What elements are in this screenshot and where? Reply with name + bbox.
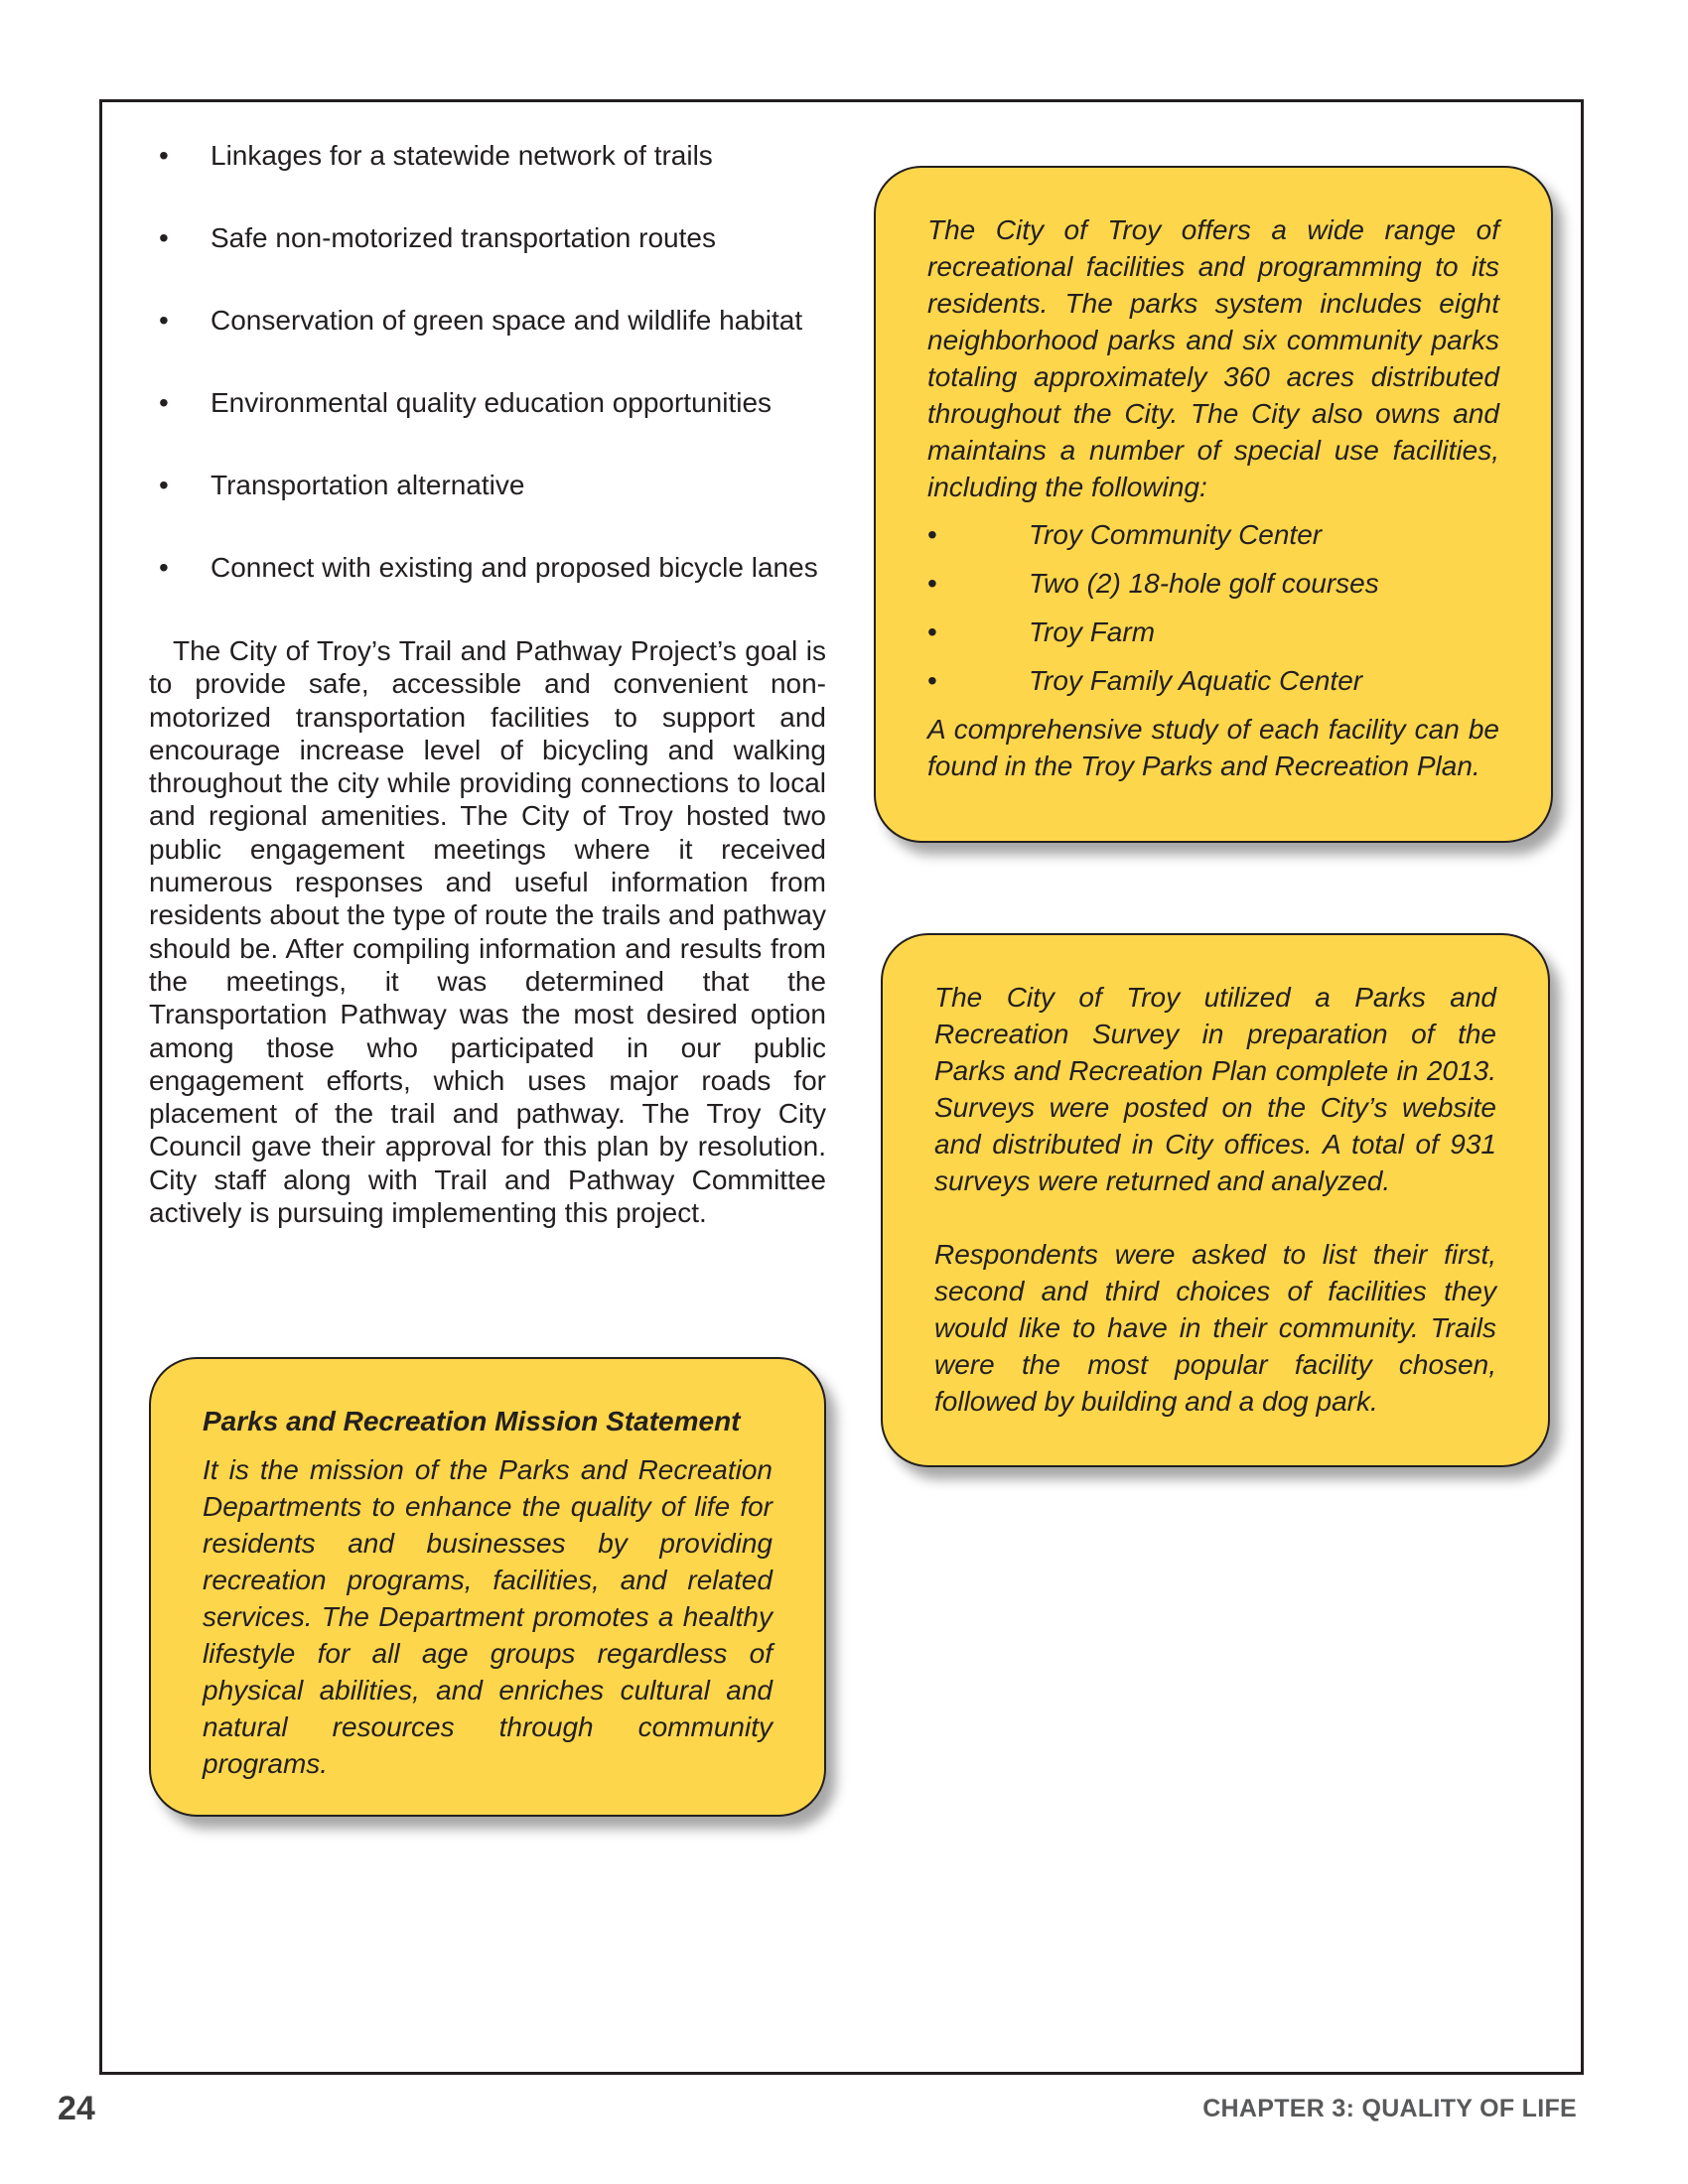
list-item: • Transportation alternative <box>159 470 525 500</box>
list-item: • Environmental quality education opportunities <box>159 387 773 418</box>
list-item: • Troy Community Center <box>927 516 1499 553</box>
facilities-outro: A comprehensive study of each facility can be found in the Troy Parks and Recreation Plan. <box>927 714 1499 781</box>
chapter-title: CHAPTER 3: QUALITY OF LIFE <box>1202 2095 1577 2122</box>
facilities-intro: The City of Troy offers a wide range of recreational facilities and programming to its residents. The parks system includes eight neighborhood parks and six community parks totaling approximately 360 acres distributed throughout the City. The City also owns and maintains a number of special use facilities, including the following: <box>927 214 1499 502</box>
bullet-icon: • <box>159 140 169 171</box>
list-item: • Conservation of green space and wildlife habitat <box>159 305 803 336</box>
list-item: • Two (2) 18-hole golf courses <box>927 565 1499 602</box>
bullet-icon: • <box>159 552 169 583</box>
bullet-icon: • <box>159 387 169 418</box>
bullet-icon: • <box>927 519 937 550</box>
bullet-icon: • <box>159 305 169 336</box>
bullet-icon: • <box>927 616 937 647</box>
survey-paragraph-2: Respondents were asked to list their first, second and third choices of facilities they would like to have in their community. Trails were the most popular facility chosen, followed by building and a dog park. <box>934 1239 1496 1417</box>
bullet-icon: • <box>159 222 169 253</box>
facilities-callout <box>874 166 1553 843</box>
mission-body: It is the mission of the Parks and Recreation Departments to enhance the quality of life for residents and businesses by providing recreation programs, facilities, and related services. The Department promotes a healthy lifestyle for all age groups regardless of physical abilities, and enriches cultural and natural resources through community programs. <box>203 1454 773 1779</box>
survey-paragraph-1: The City of Troy utilized a Parks and Recreation Survey in preparation of the Parks and Recreation Plan complete in 2013. Surveys were posted on the City’s website and distributed in City offices. A total of 931 surveys were returned and analyzed. <box>934 982 1496 1196</box>
list-item: • Linkages for a statewide network of trails <box>159 140 713 171</box>
mission-statement-callout <box>149 1357 826 1817</box>
list-item: • Troy Family Aquatic Center <box>927 662 1499 699</box>
left-column <box>149 139 826 1257</box>
bullet-icon: • <box>927 665 937 696</box>
page-number: 24 <box>58 2090 95 2127</box>
bullet-icon: • <box>927 568 937 599</box>
bullet-icon: • <box>159 470 169 500</box>
list-item: • Safe non-motorized transportation routes <box>159 222 716 253</box>
survey-callout <box>881 933 1550 1467</box>
list-item: • Troy Farm <box>927 614 1499 650</box>
trail-project-paragraph: The City of Troy’s Trail and Pathway Project’s goal is to provide safe, accessible and convenient non-motorized transportation facilities to support and encourage increase level of bicycling and walking throughout the city while providing connections to local and regional amenities. The City of Troy hosted two public engagement meetings where it received numerous responses and useful information from residents about the type of route the trails and pathway should be. After compiling information and results from the meetings, it was determined that the Transportation Pathway was the most desired option among those who participated in our public engagement efforts, which uses major roads for placement of the trail and pathway. The Troy City Council gave their approval for this plan by resolution. City staff along with Trail and Pathway Committee actively is pursuing implementing this project. <box>149 635 826 1229</box>
mission-title: Parks and Recreation Mission Statement <box>203 1406 741 1436</box>
facilities-list <box>927 516 1499 699</box>
list-item: • Connect with existing and proposed bicycle lanes <box>159 552 818 583</box>
trail-benefits-list <box>149 139 826 585</box>
